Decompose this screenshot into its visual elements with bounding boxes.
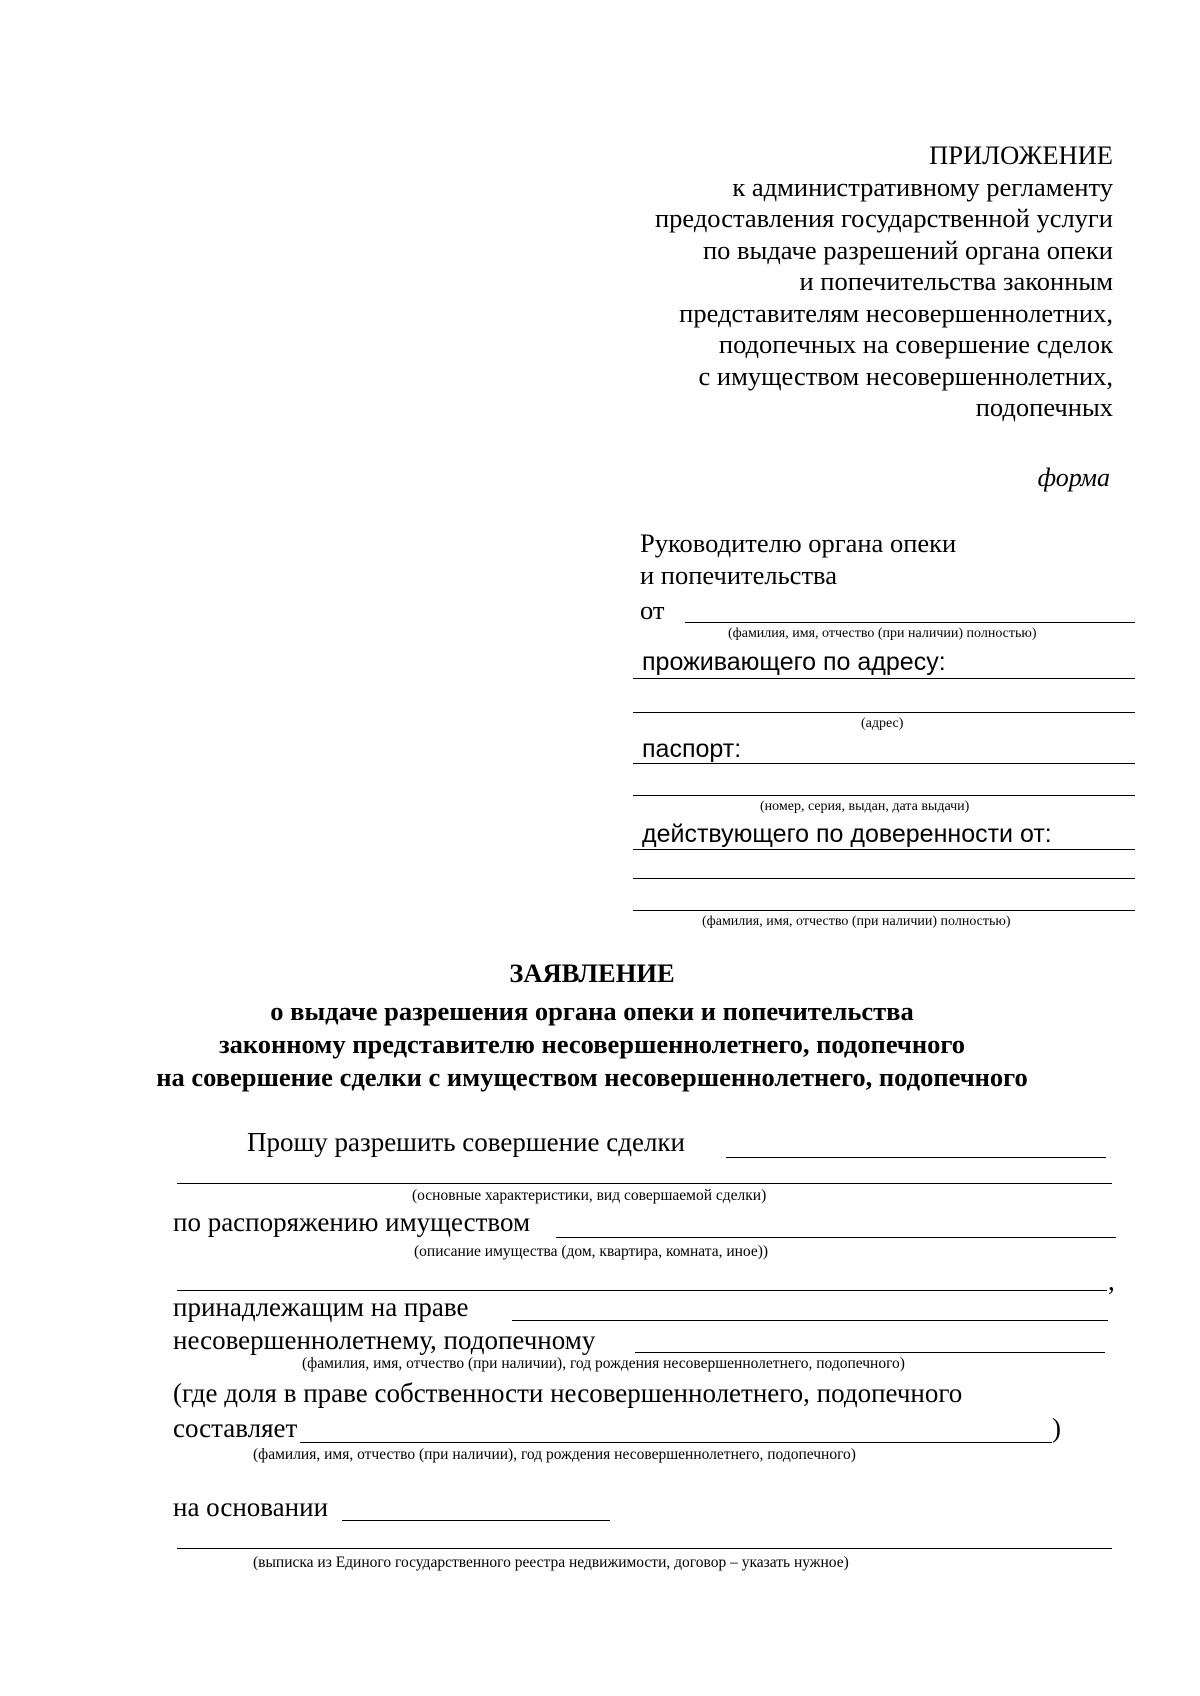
from-label: от bbox=[640, 595, 665, 625]
passport-field-line2[interactable] bbox=[633, 795, 1135, 796]
appendix-block bbox=[553, 140, 1113, 424]
share-field[interactable] bbox=[300, 1442, 1052, 1443]
document-title: ЗАЯВЛЕНИЕ bbox=[509, 958, 675, 988]
proxy-field-line2[interactable] bbox=[633, 878, 1135, 879]
appendix-line: к административному регламенту bbox=[732, 171, 1113, 202]
appendix-heading: ПРИЛОЖЕНИЕ bbox=[929, 140, 1113, 170]
property-hint: (описание имущества (дом, квартира, комната, иное)) bbox=[414, 1243, 769, 1260]
applicant-name-field[interactable] bbox=[685, 622, 1135, 623]
minor-name-field[interactable] bbox=[635, 1352, 1105, 1353]
proxy-field-line3[interactable] bbox=[633, 910, 1135, 911]
share-close-paren: ) bbox=[1052, 1413, 1061, 1443]
appendix-line: подопечных bbox=[975, 392, 1113, 422]
minor-hint: (фамилия, имя, отчество (при наличии), год рождения несовершеннолетнего, подопечного) bbox=[302, 1355, 905, 1372]
passport-label: паспорт: bbox=[642, 735, 742, 763]
passport-field-line1[interactable] bbox=[633, 763, 1135, 764]
property-label: по распоряжению имуществом bbox=[173, 1207, 531, 1237]
request-label: Прошу разрешить совершение сделки bbox=[247, 1127, 685, 1157]
appendix-line: подопечных на совершение сделок bbox=[718, 329, 1113, 359]
proxy-field-line1[interactable] bbox=[633, 849, 1135, 850]
residence-label: проживающего по адресу: bbox=[642, 648, 946, 676]
property-comma: , bbox=[1108, 1266, 1115, 1296]
appendix-line: и попечительства законным bbox=[799, 266, 1113, 296]
address-field-line2[interactable] bbox=[633, 712, 1135, 713]
basis-field-line1[interactable] bbox=[342, 1520, 610, 1521]
address-field-line1[interactable] bbox=[633, 678, 1135, 679]
basis-label: на основании bbox=[173, 1492, 329, 1522]
share-line2: составляет bbox=[173, 1413, 298, 1443]
deal-hint: (основные характеристики, вид совершаемой сделки) bbox=[412, 1187, 767, 1204]
document-subtitle-line1: о выдаче разрешения органа опеки и попечительства bbox=[270, 996, 914, 1026]
appendix-line: с имуществом несовершеннолетних, bbox=[698, 360, 1113, 391]
share-line1: (где доля в праве собственности несовершеннолетнего, подопечного bbox=[173, 1378, 963, 1408]
proxy-name-hint: (фамилия, имя, отчество (при наличии) полностью) bbox=[702, 914, 1011, 929]
basis-field-line2[interactable] bbox=[177, 1548, 1112, 1549]
owned-label: принадлежащим на праве bbox=[173, 1292, 469, 1322]
basis-hint: (выписка из Единого государственного реестра недвижимости, договор – указать нужное) bbox=[253, 1554, 849, 1571]
deal-field-line1[interactable] bbox=[726, 1157, 1106, 1158]
appendix-line: представителям несовершеннолетних, bbox=[679, 297, 1113, 328]
deal-field-line2[interactable] bbox=[177, 1183, 1112, 1184]
property-field-line2[interactable] bbox=[177, 1290, 1107, 1291]
applicant-name-hint: (фамилия, имя, отчество (при наличии) полностью) bbox=[728, 626, 1037, 641]
document-subtitle-line2: законному представителю несовершеннолетнего, подопечного bbox=[218, 1029, 966, 1059]
property-field-line1[interactable] bbox=[556, 1237, 1116, 1238]
ownership-right-field[interactable] bbox=[512, 1320, 1108, 1321]
share-hint: (фамилия, имя, отчество (при наличии), год рождения несовершеннолетнего, подопечного) bbox=[253, 1446, 856, 1463]
form-label: форма bbox=[1037, 463, 1110, 492]
document-subtitle-line3: на совершение сделки с имуществом несовершеннолетнего, подопечного bbox=[156, 1062, 1028, 1092]
passport-hint: (номер, серия, выдан, дата выдачи) bbox=[760, 799, 970, 814]
proxy-label: действующего по доверенности от: bbox=[642, 820, 1052, 848]
addressee-line2: и попечительства bbox=[640, 560, 837, 590]
addressee-line1: Руководителю органа опеки bbox=[640, 528, 957, 558]
appendix-line: по выдаче разрешений органа опеки bbox=[702, 234, 1113, 265]
appendix-line: предоставления государственной услуги bbox=[654, 203, 1113, 233]
address-hint: (адрес) bbox=[861, 716, 904, 731]
minor-label: несовершеннолетнему, подопечному bbox=[173, 1325, 596, 1355]
